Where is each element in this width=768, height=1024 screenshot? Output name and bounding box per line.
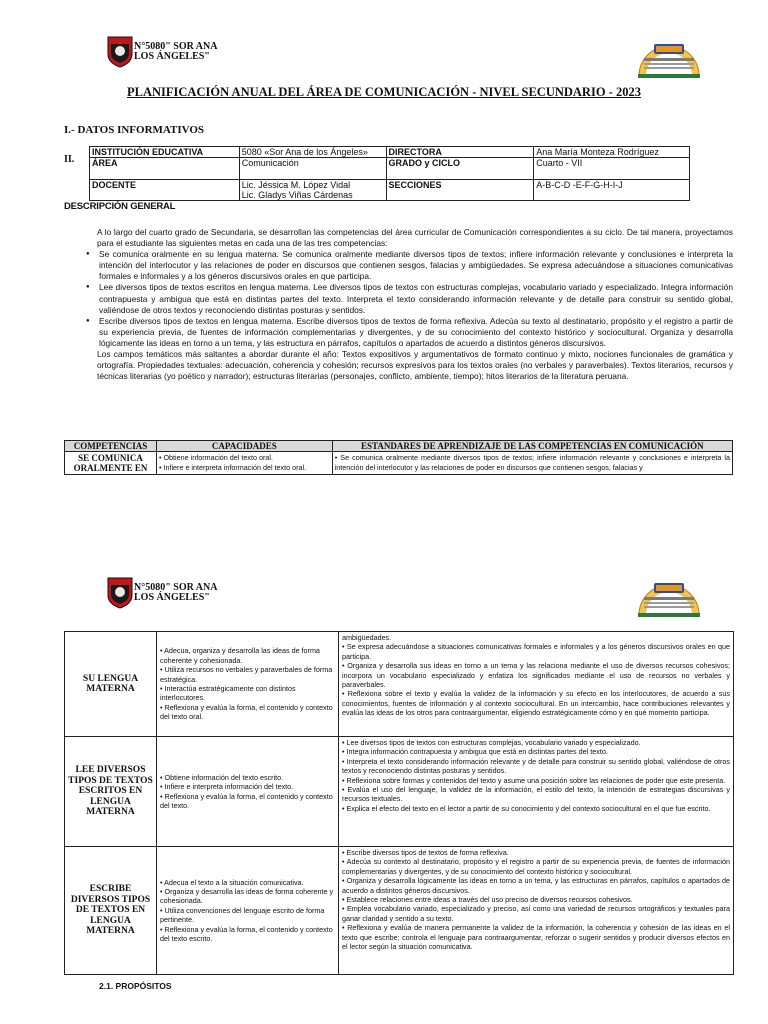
list-item: • Infiere e interpreta información del texto oral. [158,462,307,472]
competencia-name: ESCRIBE DIVERSOS TIPOS DE TEXTOS EN LENGUA MATERNA [65,847,157,975]
table-row [65,847,734,975]
drec-logo-icon [636,36,702,80]
list-item: • Interactúa estratégicamente con distintos interlocutores. [160,684,296,703]
shield-icon [107,577,133,609]
descripcion-bullets [97,249,733,349]
drec-logo-icon [636,575,702,619]
institucion-label: INSTITUCIÓN EDUCATIVA [90,147,240,158]
school-logo [107,36,217,68]
list-item: • Emplea vocabulario variado, especializado y preciso, así como una variedad de recursos ortográficos y textuales para ganar claridad y sentido a su texto. [342,904,730,923]
table-row [65,452,733,475]
list-item: • Infiere e interpreta información del texto. [160,782,294,792]
estandares-cell [339,737,734,847]
header-competencias: COMPETENCIAS [65,441,157,452]
list-item: • Utiliza recursos no verbales y paraverbales de forma estratégica. [160,665,333,684]
estandares-cell [339,632,734,737]
grado-label: GRADO y CICLO [386,158,534,180]
list-item: • Evalúa el uso del lenguaje, la validez de la información, el estilo del texto, la intención de estrategias discursivas y recursos textuales. [342,785,730,804]
grado-value: Cuarto - VII [534,158,690,180]
docente-label: DOCENTE [90,180,240,201]
list-item: • Interpreta el texto considerando información relevante y de detalle para construir su sentido global, valiéndose de otros textos y reconociendo distintas posturas y sentidos. [342,756,730,776]
table-header-row [65,441,733,452]
propositos-heading: 2.1. PROPÓSITOS [99,981,172,991]
competencia-name: LEE DIVERSOS TIPOS DE TEXTOS ESCRITOS EN LENGUA MATERNA [65,737,157,847]
table-row [90,180,690,201]
descripcion-heading: DESCRIPCIÓN GENERAL [64,201,176,212]
list-item: • Reflexiona y evalúa de manera permanente la validez de la información, la coherencia y cohesión de las ideas en el texto que escribe; controla el lenguaje para contraargumentar, reforzar o sugerir sentidos y producir diversos efectos en el lector según la situación comunicativa. [342,923,730,952]
table-row [65,632,734,737]
shield-icon [107,36,133,68]
list-item: • Organiza y desarrolla lógicamente las ideas en torno a un tema, y las estructuras en párrafos, capítulos o apartados de acuerdo a distintos géneros discursivos. [342,876,730,895]
list-item: • Reflexiona y evalúa la forma, el contenido y contexto del texto. [160,791,333,810]
competencias-table-continued [64,631,734,975]
list-item: • Integra información contrapuesta y ambigua que está en distintas partes del texto. [342,747,608,757]
list-item: • Organiza y desarrolla las ideas de forma coherente y cohesionada. [160,886,334,906]
list-item: • Escribe diversos tipos de textos de forma reflexiva. [342,848,509,857]
list-item: ambigüedades. [342,633,392,642]
list-item: • Adecúa su contexto al destinatario, propósito y el registro a partir de su experiencia previa, de fuentes de información complementarias y divergentes, y de su conocimiento del contexto histórico y sociocultural. [342,857,730,876]
list-item: • Se expresa adecuándose a situaciones comunicativas formales e informales y a los géneros discursivos orales en que participa. [342,642,730,661]
info-table [89,146,690,201]
table-row [90,147,690,158]
directora-value: Ana María Monteza Rodríguez [534,147,690,158]
estandar-text: • Se comunica oralmente mediante diversos tipos de textos; infiere información relevante y conclusiones e interpreta la intención del interlocutor y las relaciones de poder en discursos que contienen sesgos, falacias y [334,453,730,472]
page-title: PLANIFICACIÓN ANUAL DEL ÁREA DE COMUNICACIÓN - NIVEL SECUNDARIO - 2023 [127,85,641,99]
school-name [134,583,217,603]
table-row [65,737,734,847]
descripcion-intro: A lo largo del cuarto grado de Secundaria, se desarrollan las competencias del área curricular de Comunicación correspondientes a su ciclo. De tal manera, proyectamos para el estudiante las siguientes metas en cada una de las tres competencias: [97,227,733,249]
school-name [134,42,217,62]
capacidades-cell [157,737,339,847]
estandares-cell [339,847,734,975]
list-item: ● Escribe diversos tipos de textos en lengua materna. Escribe diversos tipos de textos de forma reflexiva. Adecúa su texto al destinatario, propósito y el registro a partir de su experiencia previa, de fuentes de información complementarias y divergentes, y de su conocimiento del contexto histórico y sociocultural. Organiza y desarrolla lógicamente las ideas en torno a un tema, y las estructura en párrafos, capítulos o apartados de acuerdo a distintos géneros discursivos. [89,316,733,349]
list-item: • Obtiene información del texto escrito. [160,772,284,782]
estandares-cell [332,452,732,475]
institucion-value: 5080 «Sor Ana de los Ángeles» [239,147,386,158]
capacidades-cell [157,632,339,737]
header-estandares: ESTANDARES DE APRENDIZAJE DE LAS COMPETENCIAS EN COMUNICACIÓN [332,441,732,452]
list-item: ● Se comunica oralmente en su lengua materna. Se comunica oralmente mediante diversos tipos de textos; infiere información relevante y conclusiones e interpreta la intención del interlocutor y las relaciones de poder en discursos que contienen sesgos, falacias y ambigüedades. Se expresa adecuándose a situaciones comunicativas formales e informales y a los géneros discursivos orales en que participa. [89,249,733,282]
list-item: • Reflexiona sobre formas y contenidos del texto y asume una posición sobre las relaciones de poder que este presenta. [342,775,726,785]
list-item: • Adecua, organiza y desarrolla las ideas de forma coherente y cohesionada. [160,646,320,665]
list-item: • Reflexiona y evalúa la forma, el contenido y contexto del texto oral. [160,702,333,722]
competencia-name: SE COMUNICA ORALMENTE EN [65,452,157,475]
list-item: • Utiliza convenciones del lenguaje escrito de forma pertinente. [160,905,325,925]
docente-value-1: Lic. Jéssica M. López Vidal [241,180,351,190]
directora-label: DIRECTORA [386,147,534,158]
docente-value-2: Lic. Gladys Viñas Cárdenas [241,190,353,200]
header-capacidades: CAPACIDADES [156,441,332,452]
secciones-value: A-B-C-D -E-F-G-H-I-J [534,180,690,201]
document-page-2 [0,515,768,1024]
school-logo [107,577,217,609]
section-heading-datos: I.- DATOS INFORMATIVOS [64,124,205,136]
section-number-ii: II. [64,154,75,165]
list-item: • Adecua el texto a la situación comunicativa. [160,877,304,887]
descripcion-body [97,227,733,382]
list-item: • Reflexiona sobre el texto y evalúa la validez de la información y su efecto en los interlocutores, de acuerdo a sus conocimientos, fuentes de información y al contexto sociocultural. En un intercambio, hace contribuciones relevantes y evalúa las ideas de los otros para contraargumentar, eligiendo estratégicamente cómo y en qué momento participa. [342,689,730,718]
school-name-line1: N°5080" SOR ANA [134,41,218,52]
list-item: • Lee diversos tipos de textos con estructuras complejas, vocabulario variado y especializado. [342,738,641,747]
competencias-table-header [64,440,733,475]
docente-value [239,180,386,201]
capacidades-cell [156,452,332,475]
competencia-name: SU LENGUA MATERNA [65,632,157,737]
capacidades-cell [157,847,339,975]
list-item: • Establece relaciones entre ideas a través del uso preciso de diversos recursos cohesivos. [342,895,633,905]
list-item: • Reflexiona y evalúa la forma, el contenido y contexto del texto escrito. [160,924,333,944]
table-row [90,158,690,180]
list-item: • Organiza y desarrolla sus ideas en torno a un tema y las relaciona mediante el uso de diversos recursos cohesivos; incorpora un vocabulario especializado y enfatiza los significados mediante el uso de recursos no verbales y paraverbales. [342,661,730,690]
list-item: ● Lee diversos tipos de textos escritos en lengua materna. Lee diversos tipos de textos con estructuras complejas, vocabulario variado y especializado. Integra información contrapuesta y ambigua que está en distintas partes del texto. Interpreta el texto considerando información relevante y de detalle para construir su sentido global, valiéndose de otros textos y reconociendo distintas posturas y sentidos. [89,282,733,315]
descripcion-closing: Los campos temáticos más saltantes a abordar durante el año: Textos expositivos y argumentativos de formato continuo y mixto, nociones funcionales de gramática y ortografía. Propiedades textuales: adecuación, coherencia y cohesión; recursos expresivos para los textos orales (no verbales y paraverbales). Textos literarios, recursos y técnicas literarias (yo poético y narrador); estructuras literarias (personajes, conflicto, ambiente, tiempo); hitos literarios de la literatura peruana. [97,349,733,382]
list-item: • Explica el efecto del texto en el lector a partir de su conocimiento y del contexto sociocultural en el que fue escrito. [342,803,711,813]
school-name-line2: LOS ÁNGELES" [134,51,210,62]
secciones-label: SECCIONES [386,180,534,201]
school-name-line1: N°5080" SOR ANA [134,582,218,593]
list-item: • Obtiene información del texto oral. [158,453,273,462]
area-value: Comunicación [239,158,386,180]
area-label: ÁREA [90,158,240,180]
school-name-line2: LOS ÁNGELES" [134,592,210,603]
